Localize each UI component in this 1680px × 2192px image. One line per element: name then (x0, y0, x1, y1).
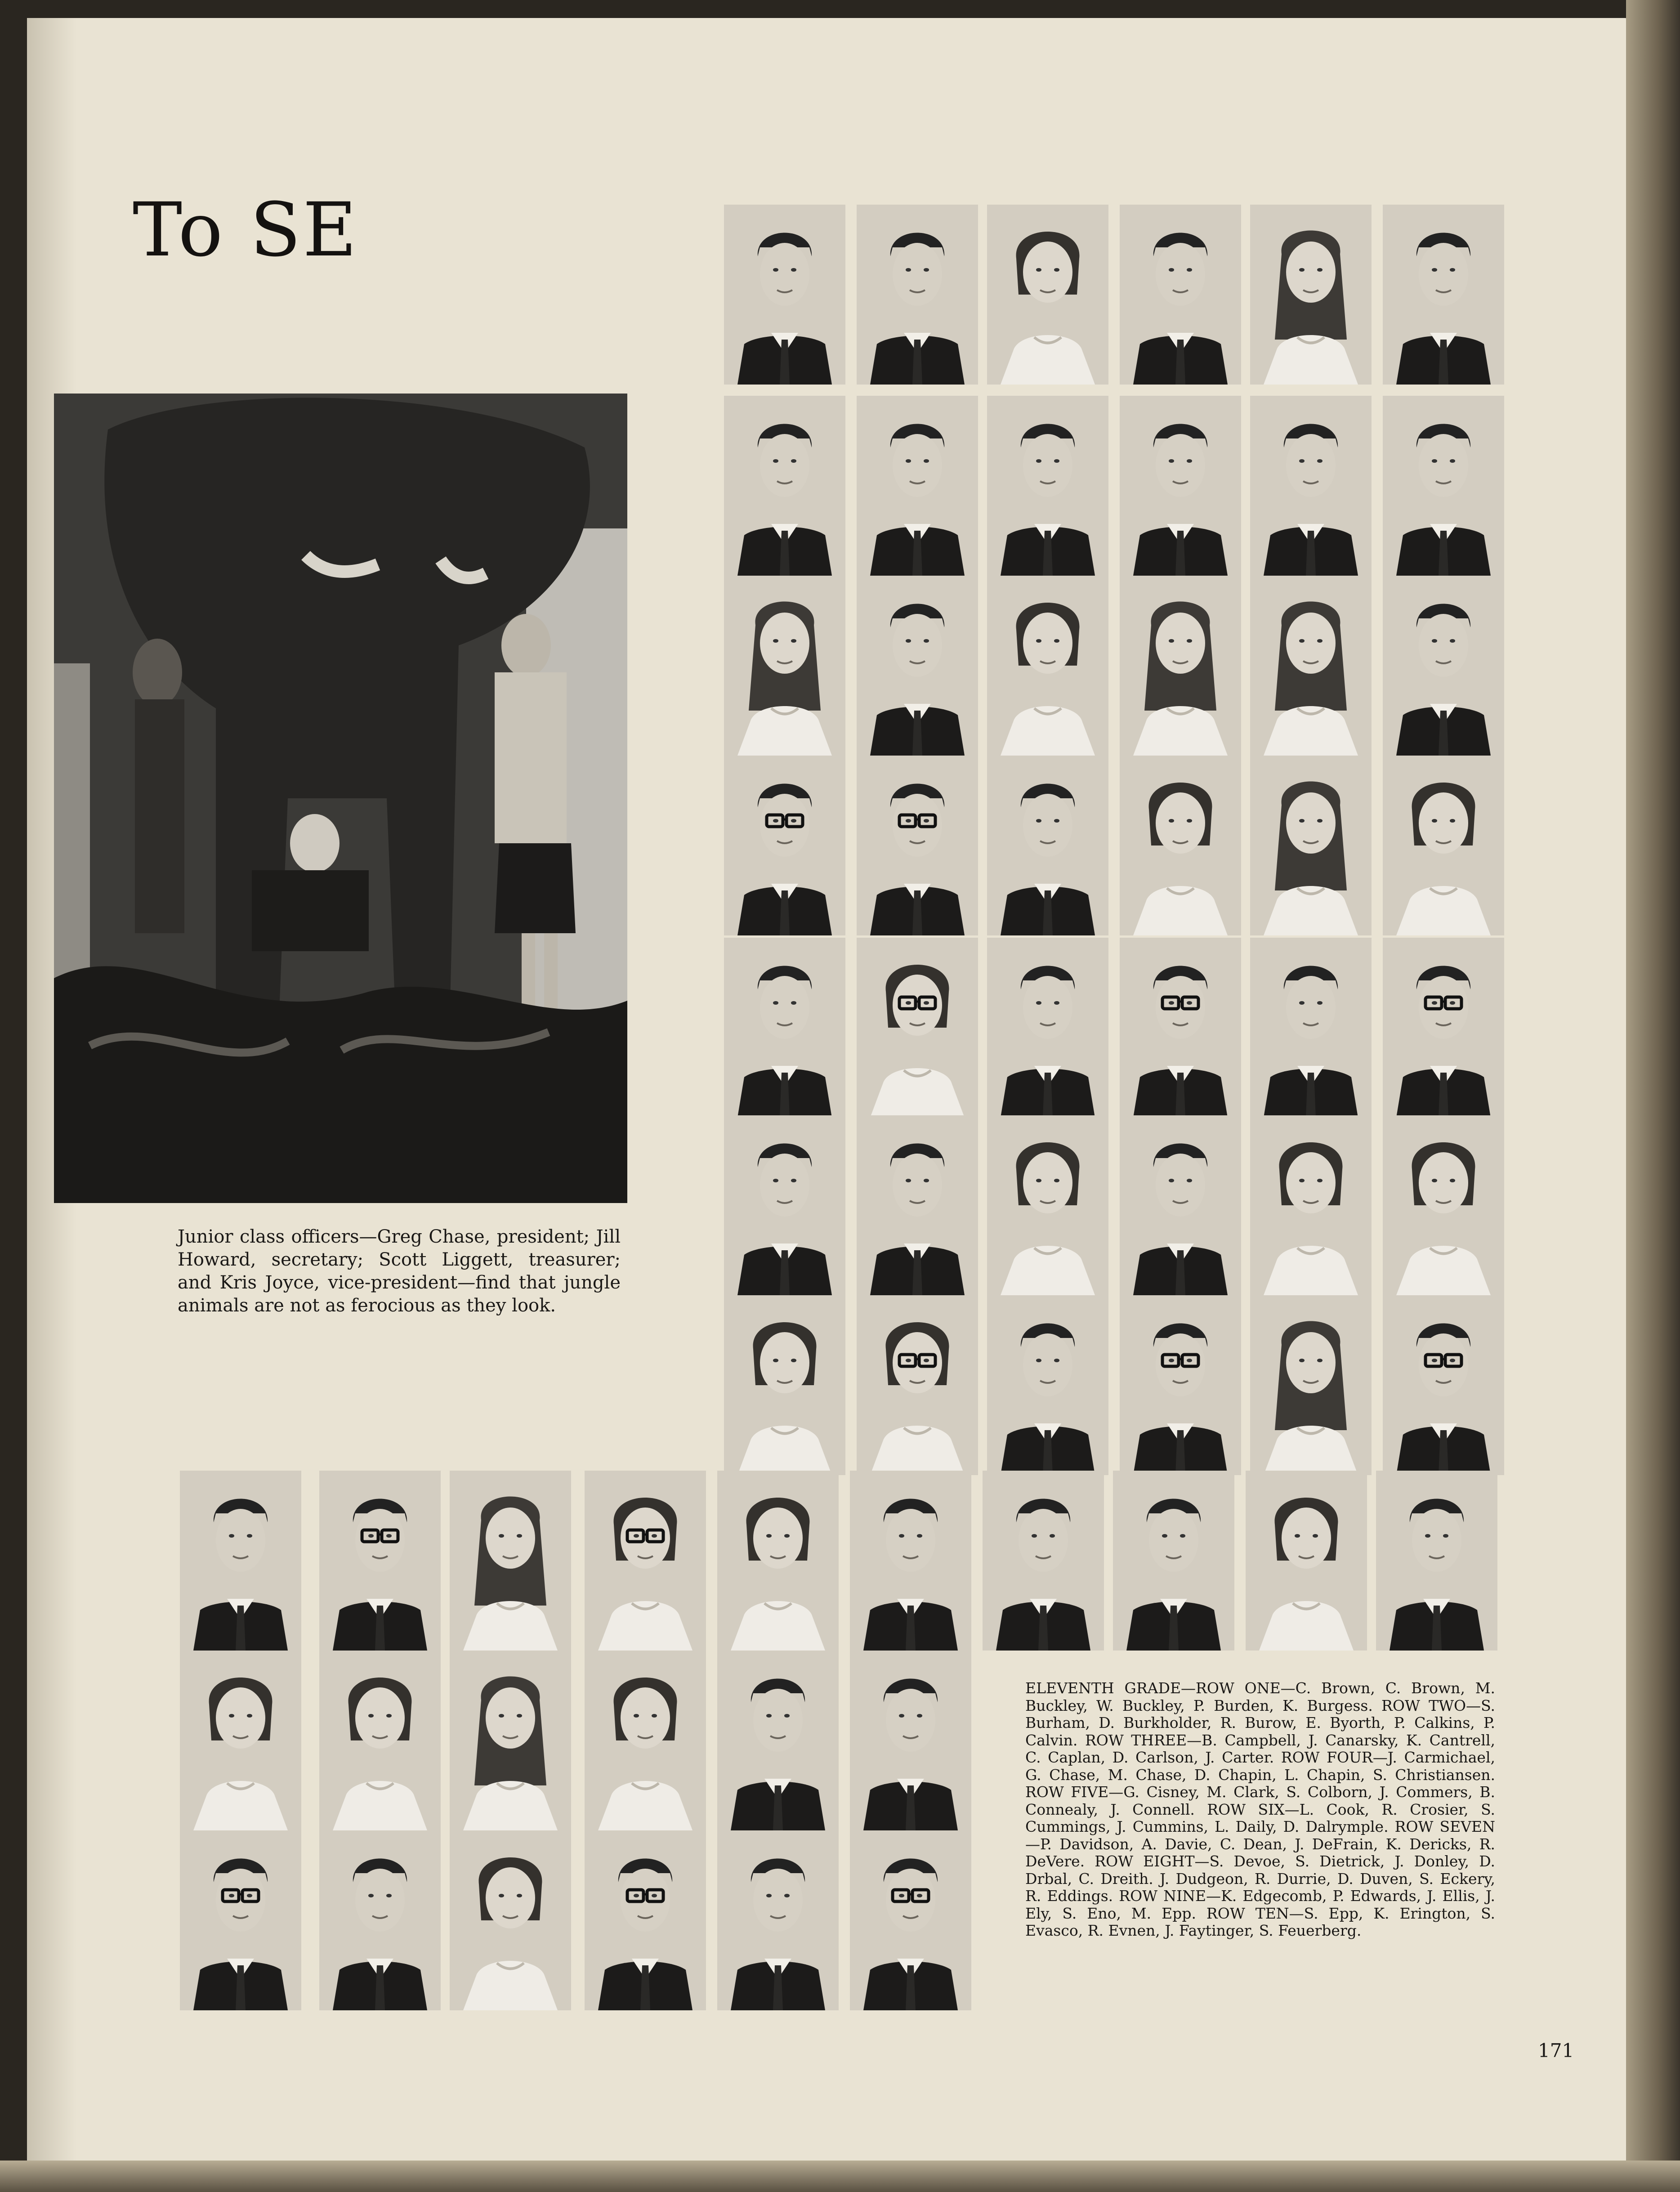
student-portrait (1120, 1295, 1241, 1475)
student-portrait (1250, 756, 1372, 935)
student-portrait (987, 938, 1108, 1118)
student-portrait (987, 1115, 1108, 1295)
student-portrait (1250, 576, 1372, 756)
student-portrait (1250, 1295, 1372, 1475)
student-portrait (983, 1471, 1104, 1651)
student-portrait (1250, 1115, 1372, 1295)
student-portrait (857, 576, 978, 756)
class-officers-photo (54, 394, 627, 1203)
student-portrait (1120, 576, 1241, 756)
student-portrait (1383, 205, 1504, 385)
page-heading: To SE (133, 187, 359, 273)
officers-caption: Junior class officers—Greg Chase, president; Jill Howard, secretary; Scott Liggett, treasurer; and Kris Joyce, vice-president—find that jungle animals are not as ferocious as they look. (178, 1226, 621, 1316)
student-portrait (857, 1295, 978, 1475)
student-portrait (717, 1651, 839, 1830)
student-portrait (1250, 205, 1372, 385)
student-portrait (1383, 938, 1504, 1118)
student-portrait (319, 1830, 441, 2010)
book-edge-right (1626, 0, 1680, 2192)
student-portrait (850, 1651, 971, 1830)
student-portrait (724, 756, 845, 935)
student-portrait (319, 1651, 441, 1830)
student-portrait (180, 1830, 301, 2010)
student-portrait (987, 756, 1108, 935)
student-portrait (450, 1471, 571, 1651)
student-portrait (724, 396, 845, 576)
student-portrait (1120, 938, 1241, 1118)
student-portrait (1383, 1295, 1504, 1475)
elephant-photo-image (54, 394, 627, 1203)
student-portrait (987, 396, 1108, 576)
page-number: 171 (1538, 2040, 1574, 2062)
student-portrait (1250, 396, 1372, 576)
student-portrait (1376, 1471, 1497, 1651)
student-portrait (850, 1830, 971, 2010)
student-portrait (180, 1471, 301, 1651)
student-portrait (857, 205, 978, 385)
eleventh-grade-names: ELEVENTH GRADE—ROW ONE—C. Brown, C. Brown, M. Buckley, W. Buckley, P. Burden, K. Burgess. ROW TWO—S. Burham, D. Burkholder, R. Burow, E. Byorth, P. Calkins, P. Calvin. ROW THREE—B. Campbell, J. Canarsky, K. Cantrell, C. Caplan, D. Carlson, J. Carter. ROW FOUR—J. Carmichael, G. Chase, M. Chase, D. Chapin, L. Chapin, S. Christiansen. ROW FIVE—G. Cisney, M. Clark, S. Colborn, J. Commers, B. Connealy, J. Connell. ROW SIX—L. Cook, R. Crosier, S. Cummings, J. Cummins, L. Daily, D. Dalrymple. ROW SEVEN—P. Davidson, A. Davie, C. Dean, J. DeFrain, K. Dericks, R. DeVere. ROW EIGHT—S. Devoe, S. Dietrick, J. Donley, D. Drbal, C. Dreith. J. Dudgeon, R. Durrie, D. Duven, S. Eckery, R. Eddings. ROW NINE—K. Edgecomb, P. Edwards, J. Ellis, J. Ely, S. Eno, M. Epp. ROW TEN—S. Epp, K. Erington, S. Evasco, R. Evnen, J. Faytinger, S. Feuerberg. (1025, 1679, 1495, 1939)
student-portrait (724, 205, 845, 385)
student-portrait (1120, 756, 1241, 935)
student-portrait (850, 1471, 971, 1651)
student-portrait (585, 1471, 706, 1651)
student-portrait (987, 1295, 1108, 1475)
student-portrait (180, 1651, 301, 1830)
student-portrait (857, 938, 978, 1118)
student-portrait (717, 1471, 839, 1651)
student-portrait (717, 1830, 839, 2010)
student-portrait (450, 1830, 571, 2010)
student-portrait (1383, 396, 1504, 576)
student-portrait (1250, 938, 1372, 1118)
student-portrait (1120, 205, 1241, 385)
book-edge-bottom (0, 2161, 1680, 2192)
student-portrait (1113, 1471, 1234, 1651)
student-portrait (724, 1115, 845, 1295)
student-portrait (987, 576, 1108, 756)
student-portrait (1246, 1471, 1367, 1651)
student-portrait (585, 1651, 706, 1830)
student-portrait (1383, 1115, 1504, 1295)
student-portrait (724, 938, 845, 1118)
student-portrait (1383, 576, 1504, 756)
student-portrait (857, 1115, 978, 1295)
student-portrait (987, 205, 1108, 385)
student-portrait (450, 1651, 571, 1830)
student-portrait (1120, 396, 1241, 576)
student-portrait (724, 576, 845, 756)
student-portrait (724, 1295, 845, 1475)
student-portrait (319, 1471, 441, 1651)
student-portrait (585, 1830, 706, 2010)
student-portrait (1383, 756, 1504, 935)
student-portrait (857, 756, 978, 935)
student-portrait (1120, 1115, 1241, 1295)
student-portrait (857, 396, 978, 576)
